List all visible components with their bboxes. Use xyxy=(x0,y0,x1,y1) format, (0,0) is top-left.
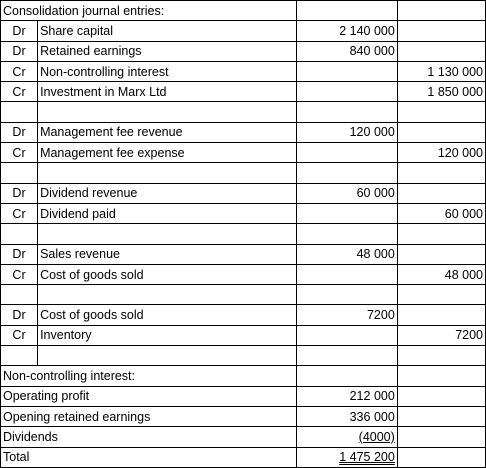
journal-entry-row xyxy=(1,163,486,183)
entry-credit-cell[interactable] xyxy=(397,224,485,244)
entry-account-cell[interactable]: Dividend paid xyxy=(38,203,297,223)
journal-entry-row xyxy=(1,346,486,366)
entry-credit-cell[interactable] xyxy=(397,285,485,305)
entry-credit-cell[interactable]: 1 130 000 xyxy=(397,61,485,81)
entry-debit-cell[interactable] xyxy=(296,264,397,284)
entry-account-cell[interactable]: Retained earnings xyxy=(38,41,297,61)
entry-debit-cell[interactable]: 120 000 xyxy=(296,122,397,142)
entry-credit-cell[interactable] xyxy=(397,183,485,203)
nci-amount-cell[interactable]: 336 000 xyxy=(296,406,397,426)
journal-entry-row xyxy=(1,183,486,203)
entry-code-cell[interactable] xyxy=(1,346,38,366)
empty-cell[interactable] xyxy=(397,427,485,447)
entry-debit-cell[interactable]: 840 000 xyxy=(296,41,397,61)
entry-debit-cell[interactable]: 7200 xyxy=(296,305,397,325)
entry-credit-cell[interactable] xyxy=(397,122,485,142)
entry-code-cell[interactable]: Cr xyxy=(1,82,38,102)
entry-account-cell[interactable]: Share capital xyxy=(38,21,297,41)
nci-label-cell[interactable]: Dividends xyxy=(1,427,297,447)
entry-credit-cell[interactable] xyxy=(397,21,485,41)
empty-cell[interactable] xyxy=(397,447,485,467)
entry-code-cell[interactable]: Dr xyxy=(1,183,38,203)
nci-label-cell[interactable]: Operating profit xyxy=(1,386,297,406)
journal-entry-row xyxy=(1,244,486,264)
empty-cell[interactable] xyxy=(397,1,485,21)
entry-code-cell[interactable] xyxy=(1,163,38,183)
entry-code-cell[interactable]: Cr xyxy=(1,203,38,223)
entry-debit-cell[interactable] xyxy=(296,285,397,305)
entry-code-cell[interactable]: Dr xyxy=(1,305,38,325)
entry-debit-cell[interactable] xyxy=(296,61,397,81)
entry-credit-cell[interactable] xyxy=(397,305,485,325)
journal-entry-row xyxy=(1,203,486,223)
journal-entry-row xyxy=(1,41,486,61)
entry-debit-cell[interactable] xyxy=(296,203,397,223)
entry-account-cell[interactable]: Inventory xyxy=(38,325,297,345)
entry-debit-cell[interactable]: 48 000 xyxy=(296,244,397,264)
entry-code-cell[interactable] xyxy=(1,285,38,305)
empty-cell[interactable] xyxy=(397,406,485,426)
entry-code-cell[interactable]: Dr xyxy=(1,41,38,61)
entry-account-cell[interactable] xyxy=(38,285,297,305)
entry-credit-cell[interactable] xyxy=(397,163,485,183)
journal-entry-row xyxy=(1,82,486,102)
entry-code-cell[interactable] xyxy=(1,102,38,122)
journal-entry-row xyxy=(1,61,486,81)
entry-debit-cell[interactable] xyxy=(296,224,397,244)
nci-amount-cell[interactable]: 212 000 xyxy=(296,386,397,406)
entry-debit-cell[interactable] xyxy=(296,82,397,102)
nci-row xyxy=(1,447,486,467)
entry-debit-cell[interactable] xyxy=(296,163,397,183)
nci-heading-row xyxy=(1,366,486,386)
empty-cell[interactable] xyxy=(397,366,485,386)
nci-amount-cell[interactable]: 1 475 200 xyxy=(296,447,397,467)
heading-row xyxy=(1,1,486,21)
entry-account-cell[interactable]: Management fee expense xyxy=(38,143,297,163)
journal-entry-row xyxy=(1,264,486,284)
entry-account-cell[interactable]: Cost of goods sold xyxy=(38,264,297,284)
journal-entry-row xyxy=(1,143,486,163)
journal-entry-row xyxy=(1,122,486,142)
empty-cell[interactable] xyxy=(397,386,485,406)
nci-row xyxy=(1,406,486,426)
entry-code-cell[interactable]: Cr xyxy=(1,61,38,81)
entry-account-cell[interactable]: Sales revenue xyxy=(38,244,297,264)
entry-code-cell[interactable]: Cr xyxy=(1,143,38,163)
entry-code-cell[interactable]: Cr xyxy=(1,264,38,284)
nci-label-cell[interactable]: Opening retained earnings xyxy=(1,406,297,426)
entry-code-cell[interactable]: Dr xyxy=(1,244,38,264)
entry-account-cell[interactable]: Management fee revenue xyxy=(38,122,297,142)
entry-code-cell[interactable] xyxy=(1,224,38,244)
entry-credit-cell[interactable]: 120 000 xyxy=(397,143,485,163)
entry-credit-cell[interactable] xyxy=(397,41,485,61)
entry-credit-cell[interactable]: 48 000 xyxy=(397,264,485,284)
nci-row xyxy=(1,386,486,406)
journal-entry-row xyxy=(1,102,486,122)
entry-account-cell[interactable] xyxy=(38,346,297,366)
journal-entry-row xyxy=(1,285,486,305)
entry-account-cell[interactable]: Dividend revenue xyxy=(38,183,297,203)
entry-code-cell[interactable]: Cr xyxy=(1,325,38,345)
entry-debit-cell[interactable] xyxy=(296,346,397,366)
entry-code-cell[interactable]: Dr xyxy=(1,21,38,41)
entry-debit-cell[interactable]: 2 140 000 xyxy=(296,21,397,41)
entry-credit-cell[interactable] xyxy=(397,102,485,122)
entry-debit-cell[interactable]: 60 000 xyxy=(296,183,397,203)
entry-account-cell[interactable]: Cost of goods sold xyxy=(38,305,297,325)
entry-code-cell[interactable]: Dr xyxy=(1,122,38,142)
entry-account-cell[interactable] xyxy=(38,163,297,183)
entry-credit-cell[interactable]: 1 850 000 xyxy=(397,82,485,102)
entry-credit-cell[interactable] xyxy=(397,244,485,264)
entry-debit-cell[interactable] xyxy=(296,325,397,345)
nci-amount-cell[interactable]: (4000) xyxy=(296,427,397,447)
entry-account-cell[interactable]: Investment in Marx Ltd xyxy=(38,82,297,102)
journal-entry-row xyxy=(1,21,486,41)
nci-row xyxy=(1,427,486,447)
empty-cell[interactable] xyxy=(296,366,397,386)
journal-heading-cell[interactable]: Consolidation journal entries: xyxy=(1,1,297,21)
entry-account-cell[interactable] xyxy=(38,102,297,122)
entry-debit-cell[interactable] xyxy=(296,143,397,163)
empty-cell[interactable] xyxy=(296,1,397,21)
entry-account-cell[interactable]: Non-controlling interest xyxy=(38,61,297,81)
nci-heading-cell[interactable]: Non-controlling interest: xyxy=(1,366,297,386)
journal-entry-row xyxy=(1,224,486,244)
entry-credit-cell[interactable]: 7200 xyxy=(397,325,485,345)
entry-debit-cell[interactable] xyxy=(296,102,397,122)
entry-account-cell[interactable] xyxy=(38,224,297,244)
nci-label-cell[interactable]: Total xyxy=(1,447,297,467)
journal-entry-row xyxy=(1,305,486,325)
entry-credit-cell[interactable]: 60 000 xyxy=(397,203,485,223)
journal-entry-row xyxy=(1,325,486,345)
entry-credit-cell[interactable] xyxy=(397,346,485,366)
